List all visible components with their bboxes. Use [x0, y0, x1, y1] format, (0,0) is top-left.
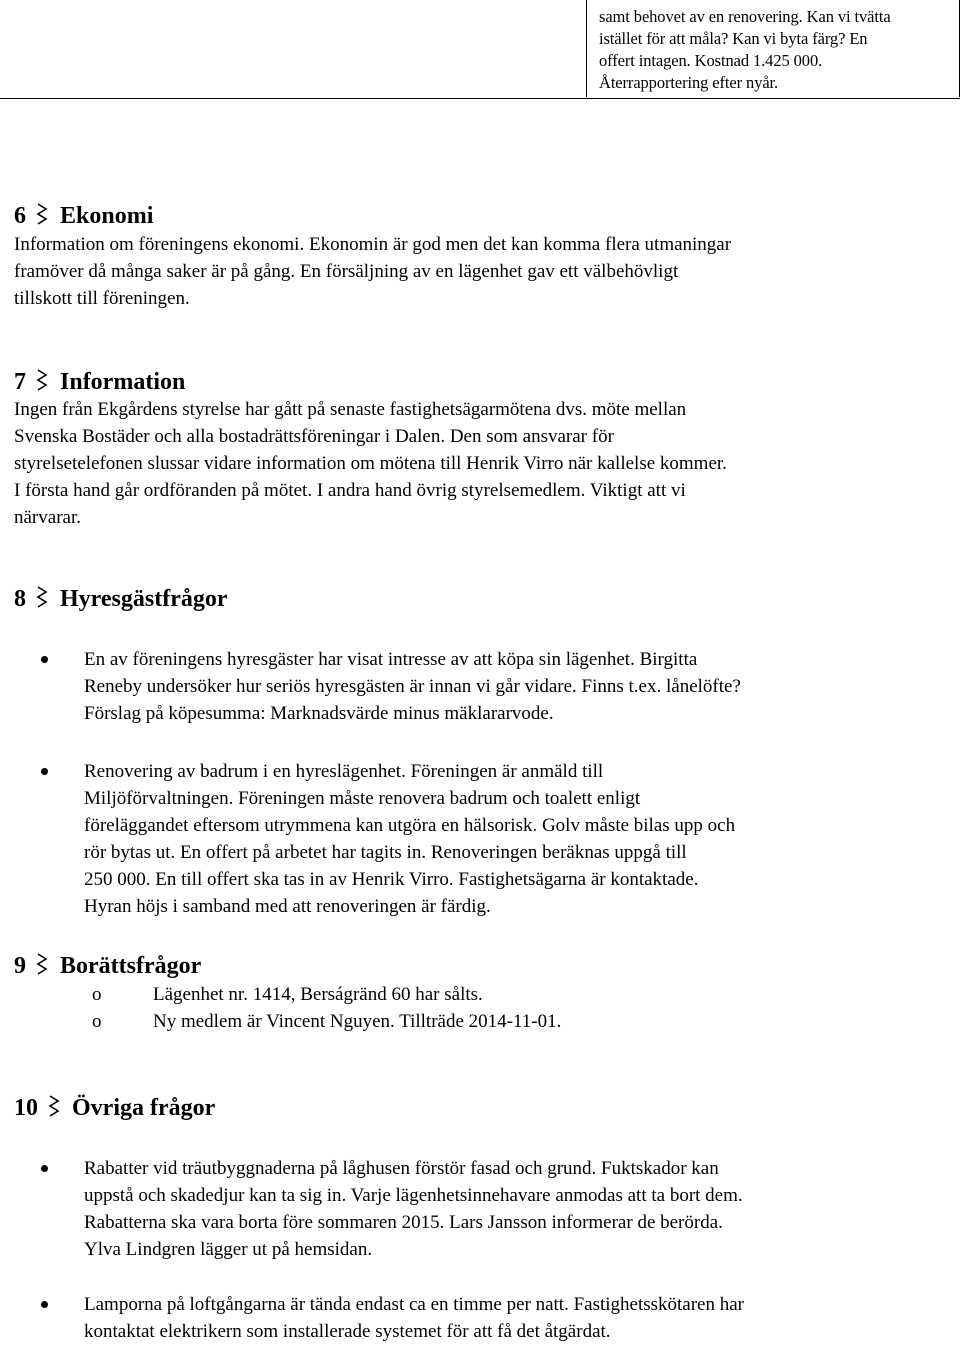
- section-arrow-icon: [36, 203, 48, 225]
- bullet-icon: [41, 1165, 48, 1172]
- section-number: 9: [14, 953, 26, 979]
- section-heading-7: [14, 367, 185, 397]
- text-line: Ingen från Ekgårdens styrelse har gått på senaste fastighetsägarmötena dvs. möte mellan: [14, 399, 687, 420]
- text-line: Information om föreningens ekonomi. Ekonomin är god men det kan komma flera utmaningar: [14, 234, 732, 255]
- text-line: Svenska Bostäder och alla bostadrättsföreningar i Dalen. Den som ansvarar för: [14, 426, 614, 447]
- table-cell-right: [587, 0, 960, 97]
- minutes-table: [0, 0, 960, 99]
- section-6-text: [14, 231, 731, 312]
- section-title: Information: [60, 369, 186, 395]
- section-arrow-icon: [36, 953, 48, 975]
- text-line: uppstå och skadedjur kan ta sig in. Varje lägenhetsinnehavare anmodas att ta bort dem.: [84, 1185, 743, 1206]
- section-title: Borättsfrågor: [60, 953, 202, 979]
- text-line: Rabatter vid träutbyggnaderna på låghusen förstör fasad och grund. Fuktskador kan: [84, 1158, 719, 1179]
- text-line: Ylva Lindgren lägger ut på hemsidan.: [84, 1239, 373, 1260]
- table-cell-line: istället för att måla? Kan vi byta färg? En: [599, 29, 868, 48]
- section-heading-8: [14, 584, 228, 614]
- text-line: tillskott till föreningen.: [14, 288, 190, 309]
- section-heading-9: [14, 951, 201, 981]
- text-line: Ny medlem är Vincent Nguyen. Tillträde 2014-11-01.: [153, 1011, 562, 1032]
- section-number: 8: [14, 586, 26, 612]
- text-line: En av föreningens hyresgäster har visat intresse av att köpa sin lägenhet. Birgitta: [84, 649, 698, 670]
- text-line: Renovering av badrum i en hyreslägenhet. Föreningen är anmäld till: [84, 761, 604, 782]
- list-item: [0, 981, 900, 1008]
- section-title: Hyresgästfrågor: [60, 586, 228, 612]
- text-line: Rabatterna ska vara borta före sommaren 2015. Lars Jansson informerar de berörda.: [84, 1212, 723, 1233]
- list-marker: o: [92, 984, 102, 1005]
- text-line: Lägenhet nr. 1414, Berságränd 60 har sålts.: [153, 984, 483, 1005]
- text-line: framöver då många saker är på gång. En försäljning av en lägenhet gav ett välbehövligt: [14, 261, 679, 282]
- section-title: Övriga frågor: [72, 1095, 216, 1121]
- text-line: I första hand går ordföranden på mötet. I andra hand övrig styrelsemedlem. Viktigt att vi: [14, 480, 686, 501]
- text-line: Reneby undersöker hur seriös hyresgästen är innan vi går vidare. Finns t.ex. lånelöfte?: [84, 676, 741, 697]
- bullet-icon: [41, 656, 48, 663]
- text-line: föreläggandet eftersom utrymmena kan utgöra en hälsorisk. Golv måste bilas upp och: [84, 815, 736, 836]
- section-number: 10: [14, 1095, 38, 1121]
- section-number: 6: [14, 203, 26, 229]
- bullet-icon: [41, 1301, 48, 1308]
- bullet-icon: [41, 768, 48, 775]
- list-item: [0, 1008, 900, 1035]
- section-arrow-icon: [48, 1095, 60, 1117]
- table-cell-line: offert intagen. Kostnad 1.425 000.: [599, 51, 823, 70]
- section-heading-6: [14, 201, 153, 231]
- text-line: Miljöförvaltningen. Föreningen måste renovera badrum och toalett enligt: [84, 788, 641, 809]
- section-arrow-icon: [36, 369, 48, 391]
- table-cell-line: samt behovet av en renovering. Kan vi tvätta: [599, 7, 891, 26]
- list-marker: o: [92, 1011, 102, 1032]
- text-line: styrelsetelefonen slussar vidare information om mötena till Henrik Virro när kallelse kommer.: [14, 453, 727, 474]
- table-cell-text: [599, 6, 949, 94]
- table-cell-line: Återrapportering efter nyår.: [599, 73, 779, 92]
- text-line: rör bytas ut. En offert på arbetet har tagits in. Renoveringen beräknas uppgå till: [84, 842, 687, 863]
- text-line: närvarar.: [14, 507, 81, 528]
- section-number: 7: [14, 369, 26, 395]
- section-arrow-icon: [36, 586, 48, 608]
- text-line: kontaktat elektrikern som installerade systemet för att få det åtgärdat.: [84, 1321, 611, 1342]
- text-line: Förslag på köpesumma: Marknadsvärde minus mäklararvode.: [84, 703, 554, 724]
- text-line: Lamporna på loftgångarna är tända endast ca en timme per natt. Fastighetsskötaren har: [84, 1294, 744, 1315]
- text-line: 250 000. En till offert ska tas in av Henrik Virro. Fastighetsägarna är kontaktade.: [84, 869, 699, 890]
- table-cell-left: [0, 0, 587, 97]
- section-heading-10: [14, 1093, 215, 1123]
- section-7-text: [14, 396, 727, 531]
- text-line: Hyran höjs i samband med att renoveringen är färdig.: [84, 896, 491, 917]
- section-title: Ekonomi: [60, 203, 154, 229]
